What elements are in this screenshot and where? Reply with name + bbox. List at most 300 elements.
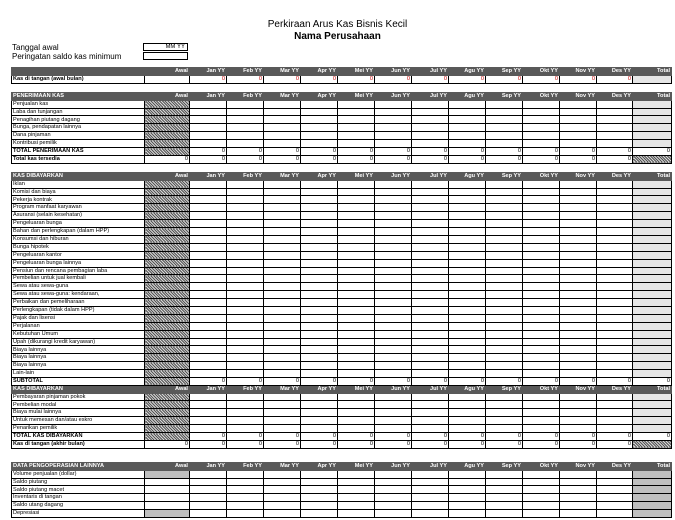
month-cell[interactable] — [338, 267, 375, 275]
month-cell[interactable] — [523, 338, 560, 346]
awal-cell[interactable] — [145, 306, 190, 314]
month-cell[interactable] — [523, 291, 560, 299]
month-cell[interactable]: 0 — [375, 433, 412, 441]
month-cell[interactable]: 0 — [597, 75, 633, 83]
month-cell[interactable]: 0 — [375, 148, 412, 156]
awal-cell[interactable] — [145, 330, 190, 338]
awal-cell[interactable] — [145, 377, 190, 385]
month-cell[interactable] — [597, 243, 633, 251]
month-cell[interactable]: 0 — [227, 440, 264, 448]
total-cell[interactable] — [633, 314, 672, 322]
month-cell[interactable] — [486, 212, 523, 220]
month-cell[interactable] — [375, 220, 412, 228]
month-cell[interactable] — [486, 188, 523, 196]
month-cell[interactable] — [301, 470, 338, 478]
total-cell[interactable] — [633, 306, 672, 314]
total-cell[interactable] — [633, 354, 672, 362]
month-cell[interactable] — [523, 299, 560, 307]
month-cell[interactable] — [560, 510, 597, 518]
month-cell[interactable] — [264, 299, 301, 307]
month-cell[interactable] — [597, 228, 633, 236]
month-cell[interactable] — [338, 140, 375, 148]
month-cell[interactable] — [375, 100, 412, 108]
month-cell[interactable] — [338, 314, 375, 322]
month-cell[interactable] — [227, 393, 264, 401]
month-cell[interactable] — [264, 306, 301, 314]
month-cell[interactable] — [560, 362, 597, 370]
total-cell[interactable] — [633, 267, 672, 275]
month-cell[interactable] — [597, 235, 633, 243]
month-cell[interactable] — [449, 362, 486, 370]
month-cell[interactable] — [486, 478, 523, 486]
awal-cell[interactable] — [145, 220, 190, 228]
month-cell[interactable] — [227, 291, 264, 299]
month-cell[interactable] — [412, 478, 449, 486]
awal-cell[interactable] — [145, 510, 190, 518]
month-cell[interactable]: 0 — [227, 377, 264, 385]
month-cell[interactable] — [190, 425, 227, 433]
month-cell[interactable] — [486, 116, 523, 124]
awal-cell[interactable] — [145, 243, 190, 251]
month-cell[interactable] — [597, 140, 633, 148]
month-cell[interactable] — [264, 100, 301, 108]
month-cell[interactable] — [264, 220, 301, 228]
month-cell[interactable] — [523, 370, 560, 378]
month-cell[interactable]: 0 — [301, 148, 338, 156]
month-cell[interactable] — [190, 370, 227, 378]
month-cell[interactable] — [190, 401, 227, 409]
month-cell[interactable]: 0 — [597, 440, 633, 448]
month-cell[interactable] — [375, 417, 412, 425]
month-cell[interactable] — [227, 330, 264, 338]
month-cell[interactable] — [597, 362, 633, 370]
month-cell[interactable] — [449, 243, 486, 251]
total-cell[interactable] — [633, 204, 672, 212]
month-cell[interactable] — [449, 478, 486, 486]
month-cell[interactable] — [264, 180, 301, 188]
month-cell[interactable] — [190, 354, 227, 362]
month-cell[interactable]: 0 — [449, 75, 486, 83]
awal-cell[interactable] — [145, 275, 190, 283]
month-cell[interactable] — [412, 251, 449, 259]
month-cell[interactable] — [190, 330, 227, 338]
month-cell[interactable] — [597, 354, 633, 362]
month-cell[interactable] — [190, 235, 227, 243]
month-cell[interactable] — [486, 338, 523, 346]
month-cell[interactable]: 0 — [301, 155, 338, 163]
month-cell[interactable] — [523, 354, 560, 362]
month-cell[interactable] — [486, 283, 523, 291]
month-cell[interactable]: 0 — [301, 440, 338, 448]
month-cell[interactable] — [375, 314, 412, 322]
total-cell[interactable] — [633, 228, 672, 236]
month-cell[interactable] — [375, 494, 412, 502]
month-cell[interactable] — [301, 228, 338, 236]
month-cell[interactable]: 0 — [412, 75, 449, 83]
month-cell[interactable] — [301, 124, 338, 132]
month-cell[interactable] — [449, 235, 486, 243]
month-cell[interactable] — [227, 354, 264, 362]
month-cell[interactable] — [449, 251, 486, 259]
month-cell[interactable] — [338, 393, 375, 401]
awal-cell[interactable] — [145, 251, 190, 259]
month-cell[interactable] — [338, 510, 375, 518]
month-cell[interactable] — [560, 100, 597, 108]
month-cell[interactable] — [375, 362, 412, 370]
month-cell[interactable] — [560, 306, 597, 314]
month-cell[interactable] — [597, 494, 633, 502]
month-cell[interactable] — [597, 409, 633, 417]
total-cell[interactable] — [633, 283, 672, 291]
month-cell[interactable] — [412, 140, 449, 148]
month-cell[interactable] — [412, 235, 449, 243]
month-cell[interactable] — [338, 108, 375, 116]
month-cell[interactable] — [523, 478, 560, 486]
month-cell[interactable] — [227, 204, 264, 212]
month-cell[interactable] — [227, 362, 264, 370]
month-cell[interactable] — [227, 140, 264, 148]
month-cell[interactable] — [560, 486, 597, 494]
month-cell[interactable] — [560, 330, 597, 338]
month-cell[interactable] — [412, 338, 449, 346]
month-cell[interactable] — [264, 346, 301, 354]
month-cell[interactable] — [597, 306, 633, 314]
month-cell[interactable]: 0 — [486, 75, 523, 83]
month-cell[interactable] — [190, 275, 227, 283]
month-cell[interactable] — [375, 204, 412, 212]
month-cell[interactable] — [412, 108, 449, 116]
month-cell[interactable] — [338, 330, 375, 338]
month-cell[interactable] — [375, 354, 412, 362]
month-cell[interactable] — [560, 299, 597, 307]
month-cell[interactable] — [449, 338, 486, 346]
month-cell[interactable] — [449, 275, 486, 283]
awal-cell[interactable] — [145, 291, 190, 299]
month-cell[interactable] — [301, 322, 338, 330]
total-cell[interactable] — [633, 108, 672, 116]
month-cell[interactable] — [338, 354, 375, 362]
month-cell[interactable] — [412, 299, 449, 307]
month-cell[interactable]: 0 — [523, 155, 560, 163]
month-cell[interactable] — [560, 180, 597, 188]
month-cell[interactable]: 0 — [560, 440, 597, 448]
month-cell[interactable] — [264, 291, 301, 299]
month-cell[interactable] — [449, 346, 486, 354]
month-cell[interactable] — [412, 243, 449, 251]
month-cell[interactable]: 0 — [264, 155, 301, 163]
month-cell[interactable] — [264, 188, 301, 196]
month-cell[interactable]: 0 — [449, 155, 486, 163]
month-cell[interactable] — [338, 283, 375, 291]
month-cell[interactable] — [190, 259, 227, 267]
month-cell[interactable] — [597, 267, 633, 275]
month-cell[interactable] — [523, 322, 560, 330]
month-cell[interactable] — [338, 235, 375, 243]
month-cell[interactable] — [338, 425, 375, 433]
month-cell[interactable] — [597, 330, 633, 338]
month-cell[interactable] — [523, 283, 560, 291]
month-cell[interactable] — [301, 314, 338, 322]
total-cell[interactable] — [633, 299, 672, 307]
month-cell[interactable] — [375, 132, 412, 140]
month-cell[interactable] — [523, 108, 560, 116]
month-cell[interactable] — [486, 235, 523, 243]
awal-cell[interactable] — [145, 425, 190, 433]
month-cell[interactable] — [523, 494, 560, 502]
month-cell[interactable] — [523, 393, 560, 401]
month-cell[interactable] — [486, 124, 523, 132]
month-cell[interactable] — [560, 259, 597, 267]
awal-cell[interactable] — [145, 132, 190, 140]
month-cell[interactable] — [523, 409, 560, 417]
month-cell[interactable]: 0 — [338, 377, 375, 385]
awal-cell[interactable] — [145, 188, 190, 196]
month-cell[interactable] — [375, 393, 412, 401]
month-cell[interactable] — [190, 409, 227, 417]
month-cell[interactable] — [412, 409, 449, 417]
month-cell[interactable]: 0 — [486, 440, 523, 448]
awal-cell[interactable] — [145, 283, 190, 291]
month-cell[interactable] — [486, 370, 523, 378]
month-cell[interactable] — [597, 470, 633, 478]
month-cell[interactable] — [190, 100, 227, 108]
month-cell[interactable] — [301, 212, 338, 220]
total-cell[interactable] — [633, 132, 672, 140]
total-cell[interactable]: 0 — [633, 377, 672, 385]
month-cell[interactable] — [412, 502, 449, 510]
month-cell[interactable] — [449, 494, 486, 502]
month-cell[interactable] — [449, 188, 486, 196]
month-cell[interactable] — [449, 409, 486, 417]
month-cell[interactable] — [449, 124, 486, 132]
month-cell[interactable]: 0 — [560, 433, 597, 441]
month-cell[interactable] — [486, 502, 523, 510]
month-cell[interactable] — [190, 393, 227, 401]
month-cell[interactable] — [301, 401, 338, 409]
month-cell[interactable] — [560, 235, 597, 243]
month-cell[interactable] — [449, 180, 486, 188]
total-cell[interactable] — [633, 478, 672, 486]
awal-cell[interactable] — [145, 433, 190, 441]
month-cell[interactable] — [560, 291, 597, 299]
month-cell[interactable] — [523, 502, 560, 510]
month-cell[interactable] — [301, 259, 338, 267]
total-cell[interactable] — [633, 75, 672, 83]
month-cell[interactable]: 0 — [523, 440, 560, 448]
month-cell[interactable] — [227, 132, 264, 140]
month-cell[interactable] — [523, 140, 560, 148]
month-cell[interactable]: 0 — [560, 148, 597, 156]
awal-cell[interactable] — [145, 212, 190, 220]
month-cell[interactable] — [264, 267, 301, 275]
month-cell[interactable] — [264, 235, 301, 243]
month-cell[interactable] — [523, 510, 560, 518]
month-cell[interactable] — [338, 470, 375, 478]
month-cell[interactable] — [227, 283, 264, 291]
month-cell[interactable] — [449, 486, 486, 494]
month-cell[interactable] — [375, 275, 412, 283]
month-cell[interactable] — [375, 212, 412, 220]
awal-cell[interactable] — [145, 235, 190, 243]
month-cell[interactable] — [412, 220, 449, 228]
month-cell[interactable] — [338, 220, 375, 228]
month-cell[interactable] — [486, 470, 523, 478]
month-cell[interactable] — [486, 267, 523, 275]
month-cell[interactable] — [301, 494, 338, 502]
month-cell[interactable] — [597, 108, 633, 116]
month-cell[interactable] — [301, 362, 338, 370]
month-cell[interactable] — [227, 124, 264, 132]
month-cell[interactable] — [597, 370, 633, 378]
month-cell[interactable] — [412, 259, 449, 267]
month-cell[interactable] — [190, 188, 227, 196]
month-cell[interactable] — [486, 362, 523, 370]
month-cell[interactable] — [560, 188, 597, 196]
month-cell[interactable] — [190, 251, 227, 259]
month-cell[interactable] — [375, 478, 412, 486]
month-cell[interactable] — [412, 425, 449, 433]
month-cell[interactable] — [597, 346, 633, 354]
month-cell[interactable] — [227, 228, 264, 236]
month-cell[interactable] — [449, 132, 486, 140]
total-cell[interactable]: 0 — [633, 433, 672, 441]
month-cell[interactable] — [412, 228, 449, 236]
month-cell[interactable] — [412, 494, 449, 502]
month-cell[interactable] — [375, 510, 412, 518]
month-cell[interactable] — [227, 502, 264, 510]
month-cell[interactable] — [338, 417, 375, 425]
month-cell[interactable] — [264, 228, 301, 236]
month-cell[interactable] — [597, 220, 633, 228]
month-cell[interactable] — [412, 314, 449, 322]
min-cash-input[interactable] — [143, 52, 188, 60]
month-cell[interactable] — [486, 259, 523, 267]
month-cell[interactable] — [301, 425, 338, 433]
month-cell[interactable] — [412, 330, 449, 338]
month-cell[interactable] — [560, 228, 597, 236]
month-cell[interactable] — [375, 140, 412, 148]
month-cell[interactable] — [486, 140, 523, 148]
month-cell[interactable] — [264, 116, 301, 124]
month-cell[interactable] — [597, 124, 633, 132]
month-cell[interactable] — [301, 204, 338, 212]
month-cell[interactable] — [449, 393, 486, 401]
month-cell[interactable] — [264, 510, 301, 518]
month-cell[interactable]: 0 — [523, 148, 560, 156]
month-cell[interactable] — [449, 306, 486, 314]
month-cell[interactable] — [449, 502, 486, 510]
month-cell[interactable] — [190, 124, 227, 132]
awal-cell[interactable] — [145, 124, 190, 132]
awal-cell[interactable] — [145, 346, 190, 354]
month-cell[interactable] — [412, 196, 449, 204]
month-cell[interactable] — [412, 212, 449, 220]
month-cell[interactable] — [486, 220, 523, 228]
month-cell[interactable] — [523, 362, 560, 370]
month-cell[interactable] — [486, 291, 523, 299]
month-cell[interactable] — [375, 116, 412, 124]
total-cell[interactable] — [633, 346, 672, 354]
month-cell[interactable] — [560, 204, 597, 212]
month-cell[interactable]: 0 — [301, 75, 338, 83]
month-cell[interactable] — [227, 196, 264, 204]
month-cell[interactable] — [264, 259, 301, 267]
month-cell[interactable] — [560, 370, 597, 378]
month-cell[interactable] — [449, 417, 486, 425]
month-cell[interactable] — [449, 212, 486, 220]
month-cell[interactable] — [301, 346, 338, 354]
month-cell[interactable] — [449, 140, 486, 148]
month-cell[interactable] — [301, 486, 338, 494]
total-cell[interactable] — [633, 124, 672, 132]
month-cell[interactable]: 0 — [412, 377, 449, 385]
total-cell[interactable] — [633, 275, 672, 283]
month-cell[interactable]: 0 — [375, 75, 412, 83]
month-cell[interactable] — [597, 393, 633, 401]
month-cell[interactable] — [264, 370, 301, 378]
month-cell[interactable] — [227, 108, 264, 116]
total-cell[interactable]: 0 — [633, 148, 672, 156]
month-cell[interactable] — [338, 275, 375, 283]
month-cell[interactable] — [301, 243, 338, 251]
month-cell[interactable] — [227, 510, 264, 518]
month-cell[interactable] — [227, 259, 264, 267]
month-cell[interactable] — [190, 417, 227, 425]
month-cell[interactable] — [190, 486, 227, 494]
month-cell[interactable] — [190, 362, 227, 370]
month-cell[interactable]: 0 — [412, 433, 449, 441]
month-cell[interactable] — [560, 243, 597, 251]
month-cell[interactable] — [375, 243, 412, 251]
month-cell[interactable] — [227, 235, 264, 243]
month-cell[interactable]: 0 — [264, 377, 301, 385]
month-cell[interactable] — [449, 108, 486, 116]
month-cell[interactable]: 0 — [597, 148, 633, 156]
month-cell[interactable] — [449, 100, 486, 108]
month-cell[interactable] — [264, 204, 301, 212]
month-cell[interactable] — [412, 370, 449, 378]
month-cell[interactable]: 0 — [486, 377, 523, 385]
awal-cell[interactable] — [145, 259, 190, 267]
month-cell[interactable] — [227, 346, 264, 354]
month-cell[interactable]: 0 — [338, 440, 375, 448]
awal-cell[interactable] — [145, 75, 190, 83]
month-cell[interactable] — [338, 502, 375, 510]
month-cell[interactable] — [523, 486, 560, 494]
awal-cell[interactable] — [145, 417, 190, 425]
month-cell[interactable] — [301, 299, 338, 307]
month-cell[interactable] — [486, 275, 523, 283]
month-cell[interactable] — [264, 108, 301, 116]
month-cell[interactable] — [301, 275, 338, 283]
month-cell[interactable] — [486, 393, 523, 401]
month-cell[interactable] — [523, 188, 560, 196]
month-cell[interactable] — [190, 108, 227, 116]
month-cell[interactable] — [597, 180, 633, 188]
month-cell[interactable] — [560, 354, 597, 362]
total-cell[interactable] — [633, 188, 672, 196]
month-cell[interactable] — [338, 291, 375, 299]
month-cell[interactable] — [190, 267, 227, 275]
month-cell[interactable] — [560, 393, 597, 401]
total-cell[interactable] — [633, 338, 672, 346]
month-cell[interactable] — [227, 338, 264, 346]
month-cell[interactable] — [449, 354, 486, 362]
month-cell[interactable] — [412, 283, 449, 291]
month-cell[interactable]: 0 — [523, 75, 560, 83]
month-cell[interactable] — [338, 401, 375, 409]
month-cell[interactable] — [597, 283, 633, 291]
